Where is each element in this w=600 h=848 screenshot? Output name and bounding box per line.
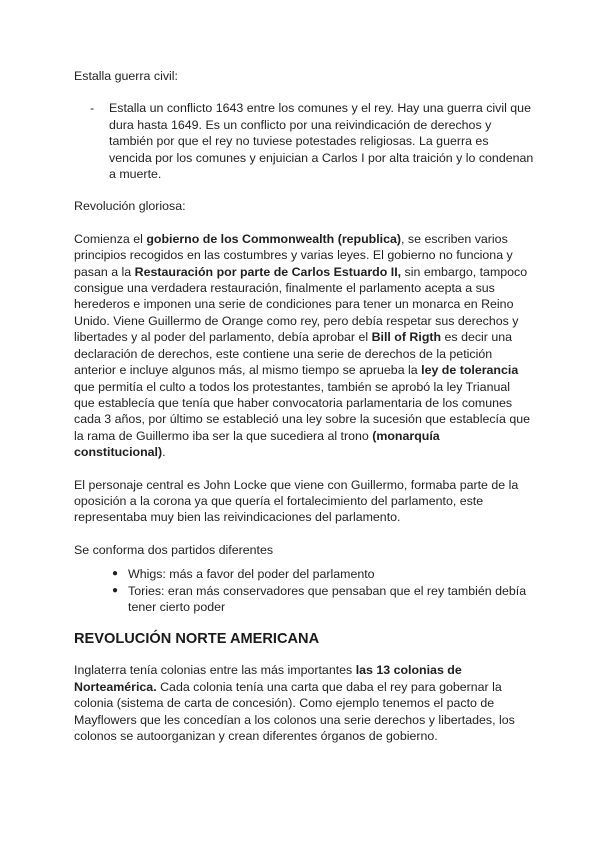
list-item <box>74 566 534 582</box>
list-item <box>74 583 534 616</box>
text-run: Comienza el <box>74 231 147 246</box>
bold-bill-of-rights: Bill of Rigth <box>371 330 442 345</box>
text-run: Cada colonia tenía una carta que daba el rey para gobernar la colonia (sistema de carta de concesión). Como ejemplo tenemos el pacto de Mayflowers que les concedían a los colonos una serie derechos y libertades, los colonos se autoorganizan y crean diferentes órganos de gobierno. <box>74 679 515 743</box>
bold-commonwealth: gobierno de los Commonwealth (republica) <box>146 231 402 246</box>
dash-marker: - <box>90 101 95 116</box>
text-run: sin embargo, tampoco consigue una verdadera restauración, finalmente el parlamento acepta a sus herederos e imponen una serie de condiciones para tener un monarca en Reino Unido. Viene Guillermo de Orange como rey, pero debía respetar sus derechos y libertades y al poder del parlamento, debía aprobar el <box>74 264 528 345</box>
text-run: , se escriben varios principios recogidos en las costumbres y varias leyes. El gobierno no funciona y pasan a la <box>74 231 513 279</box>
glorious-revolution-heading: Revolución gloriosa: <box>74 199 186 214</box>
colonies-paragraph <box>74 662 534 744</box>
commonwealth-paragraph <box>74 231 534 461</box>
section-title: REVOLUCIÓN NORTE AMERICANA <box>74 631 320 648</box>
parties-intro: Se conforma dos partidos diferentes <box>74 542 274 557</box>
bullet-dot-icon: ● <box>112 568 119 580</box>
civil-war-heading: Estalla guerra civil: <box>74 69 178 83</box>
list-item <box>74 100 534 182</box>
text-run: Inglaterra tenía colonias entre las más importantes <box>74 663 356 678</box>
parties-list <box>74 566 534 615</box>
document-page <box>74 68 534 744</box>
bold-monarquia: (monarquía constitucional) <box>74 428 440 460</box>
bold-ley-tolerancia: ley de tolerancia <box>421 363 519 378</box>
text-run: es decir una declaración de derechos, este contiene una serie de derechos de la petición anterior e incluye algunos más, al mismo tiempo se aprueba la <box>74 330 513 378</box>
john-locke-paragraph: El personaje central es John Locke que viene con Guillermo, formaba parte de la oposición a la corona ya que quería el fortalecimiento del parlamento, este representaba muy bien las reivindicaciones del parlamento. <box>74 477 519 525</box>
civil-war-list <box>74 100 534 182</box>
civil-war-text: Estalla un conflicto 1643 entre los comunes y el rey. Hay una guerra civil que dura hasta 1649. Es un conflicto por una reivindicación de derechos y también por que el rey no tuviese potestades religiosas. La guerra es vencida por los comunes y enjuician a Carlos I por alta traición y lo condenan a muerte. <box>109 101 534 182</box>
party-whigs: Whigs: más a favor del poder del parlamento <box>128 567 375 582</box>
bullet-dot-icon: ● <box>112 584 119 596</box>
text-run: . <box>162 445 166 460</box>
party-tories: Tories: eran más conservadores que pensaban que el rey también debía tener cierto poder <box>128 583 527 614</box>
bold-restauracion: Restauración por parte de Carlos Estuardo II, <box>134 264 402 279</box>
bold-13-colonias: las 13 colonias de Norteamérica. <box>74 663 462 694</box>
text-run: que permitía el culto a todos los protestantes, también se aprobó la ley Trianual que establecía que tenía que haber convocatoria parlamentaria de los comunes cada 3 años, por último se estableció una ley sobre la sucesión que establecía que la rama de Guillermo iba ser la que sucediera al trono <box>74 379 530 443</box>
